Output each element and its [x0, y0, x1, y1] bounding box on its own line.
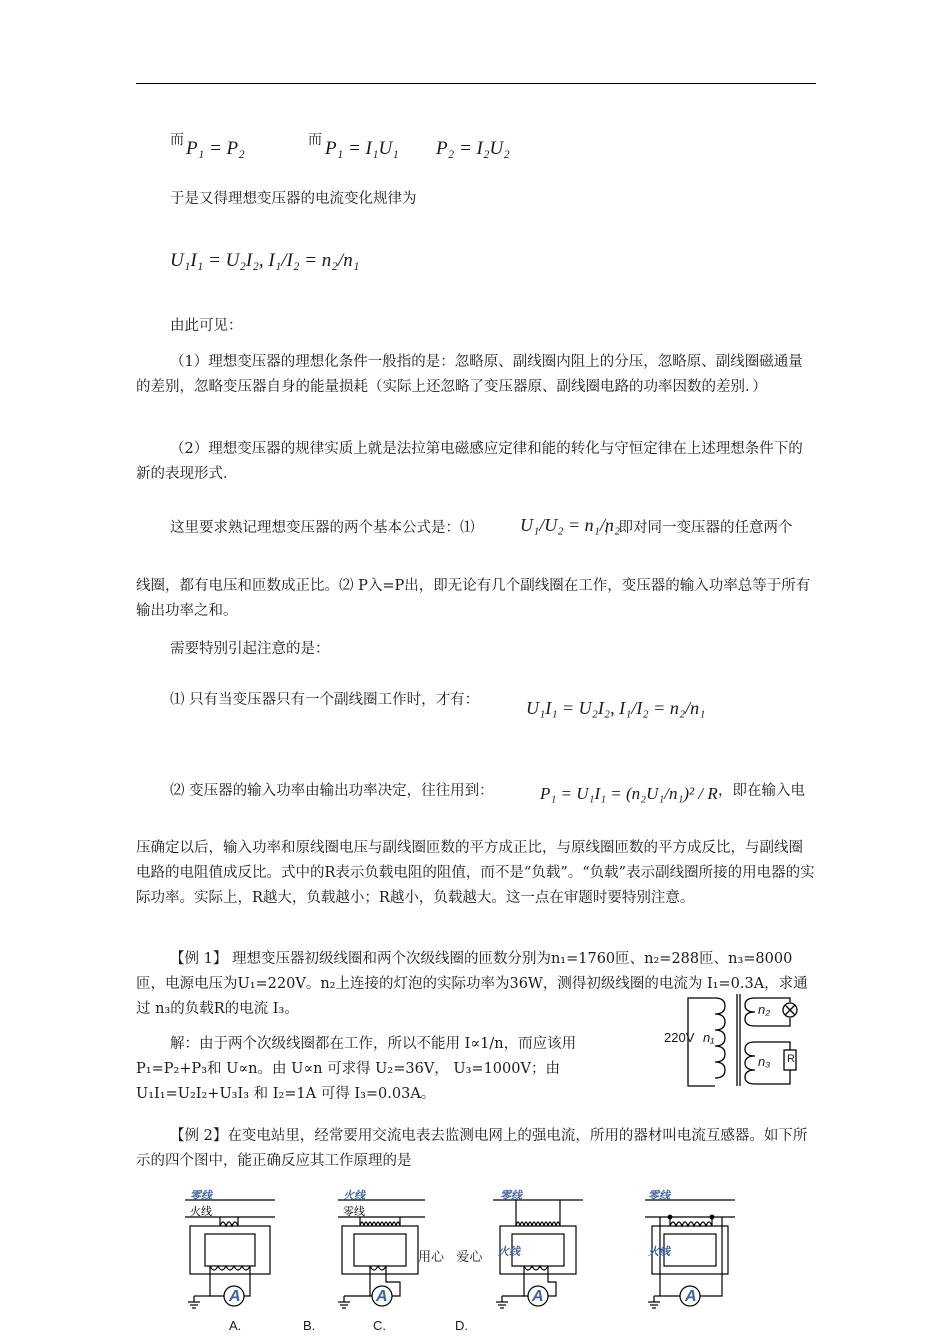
b-sub-label: 零线	[343, 1206, 365, 1218]
p-item2: （2）理想变压器的规律实质上就是法拉第电磁感应定律和能的转化与守恒定律在上述理想条件下的新的表现形式．	[136, 441, 803, 482]
p-formulas-a: 这里要求熟记理想变压器的两个基本公式是：⑴	[170, 520, 475, 536]
eq-p1-p2: P₁ = P₂	[186, 138, 245, 159]
option-a: A.	[229, 1318, 242, 1333]
fig1-n3-label: n₃	[758, 1054, 771, 1069]
a-sub-label: 火线	[190, 1206, 212, 1218]
p-item1: （1）理想变压器的理想化条件一般指的是：忽略原、副线圈内阻上的分压，忽略原、副线圈磁通量的差别，忽略变压器自身的能量损耗（实际上还忽略了变压器原、副线圈电路的功率因数的差别．）	[136, 354, 803, 395]
p-note2c: 压确定以后，输入功率和原线圈电压与副线圈匝数的平方成正比，与原线圈匝数的平方成反比，与副线圈电路的电阻值成反比。式中的R表示负载电阻的阻值，而不是“负载”。“负载”表示副线圈所接的用电器的实际功率。实际上，R越大，负载越小；R越小，负载越大。这一点在审题时要特别注意。	[136, 840, 815, 906]
p-thus: 由此可见：	[170, 318, 243, 334]
p-current-rule: 于是又得理想变压器的电流变化规律为	[170, 191, 417, 207]
c-top-label: 零线	[500, 1190, 522, 1202]
d-side-label: 火线	[648, 1246, 670, 1258]
c-meter-label: A	[532, 1288, 544, 1305]
formula-note1: U₁I₁ = U₂I₂, I₁/I₂ = n₂/n₁	[526, 698, 706, 718]
b-meter-label: A	[376, 1288, 388, 1305]
b-top-label: 火线	[343, 1190, 365, 1202]
a-meter-label: A	[229, 1288, 241, 1305]
c-side-label: 火线	[498, 1246, 520, 1258]
er-char-1: 而	[170, 132, 184, 148]
primary-coil	[715, 998, 725, 1078]
eq-p2-i2u2: P₂ = I₂U₂	[436, 138, 510, 159]
p-note2a: ⑵ 变压器的输入功率由输出功率决定，往往用到：	[170, 783, 494, 799]
p-ex1-solution: 解：由于两个次级线圈都在工作，所以不能用 I∝1/n，而应该用P₁=P₂+P₃和 U∝n。由 U∝n 可求得 U₂=36V， U₃=1000V；由 U₁I₁=U₂I₂+U₃I₃ 和 I₂=1A 可得 I₃=0.03A。	[136, 1036, 577, 1102]
d-meter-label: A	[685, 1288, 697, 1305]
p-note1: ⑴ 只有当变压器只有一个副线圈工作时，才有：	[170, 692, 480, 708]
formula-voltage: U₁/U₂ = n₁/n₂	[520, 515, 621, 535]
p-attention: 需要特别引起注意的是：	[170, 641, 330, 657]
d-top-label: 零线	[648, 1190, 670, 1202]
formula-note2: P₁ = U₁I₁ = (n₂U₁/n₁)² / R	[540, 784, 718, 803]
p-ex1a: 【例 1】 理想变压器初级线圈和两个次级线圈的匝数分别为n₁=1760匝、n₂=288匝、n₃=8000匝，电源电压为U₁=220V。n₂上连接的灯泡的实际功率为36W，测得初级线圈的电流为 I₁=0.3A，求通过 n₃的负载R的电流 I₃。	[136, 951, 808, 1017]
option-b: B.	[303, 1318, 316, 1333]
p-formulas-b: ，即对同一变压器的任意两个	[604, 520, 793, 536]
secondary-coil-n2	[745, 998, 755, 1026]
option-c: C.	[373, 1318, 386, 1333]
p-ex2: 【例 2】在变电站里，经常要用交流电表去监测电网上的强电流，所用的器材叫电流互感器。如下所示的四个图中，能正确反应其工作原理的是	[136, 1128, 808, 1169]
watermark-text: 用心 爱心	[418, 1250, 483, 1265]
secondary-coil-n3	[745, 1042, 755, 1084]
fig1-voltage-label: 220V	[664, 1030, 695, 1045]
eq-p1-i1u1: P₁ = I₁U₁	[325, 138, 399, 159]
p-note2b: ，即在输入电	[718, 783, 805, 799]
fig1-n2-label: n₂	[758, 1002, 771, 1017]
formula-current: U₁I₁ = U₂I₂, I₁/I₂ = n₂/n₁	[170, 250, 360, 271]
er-char-2: 而	[308, 132, 322, 148]
fig1-n1-label: n₁	[703, 1030, 715, 1045]
option-d: D.	[455, 1318, 468, 1333]
header-rule	[136, 83, 816, 84]
fig1-r-label: R	[787, 1053, 795, 1065]
p-formulas-c: 线圈，都有电压和匝数成正比。⑵ P入=P出，即无论有几个副线圈在工作，变压器的输入功率总等于所有输出功率之和。	[136, 578, 811, 619]
a-top-label: 零线	[190, 1190, 212, 1202]
